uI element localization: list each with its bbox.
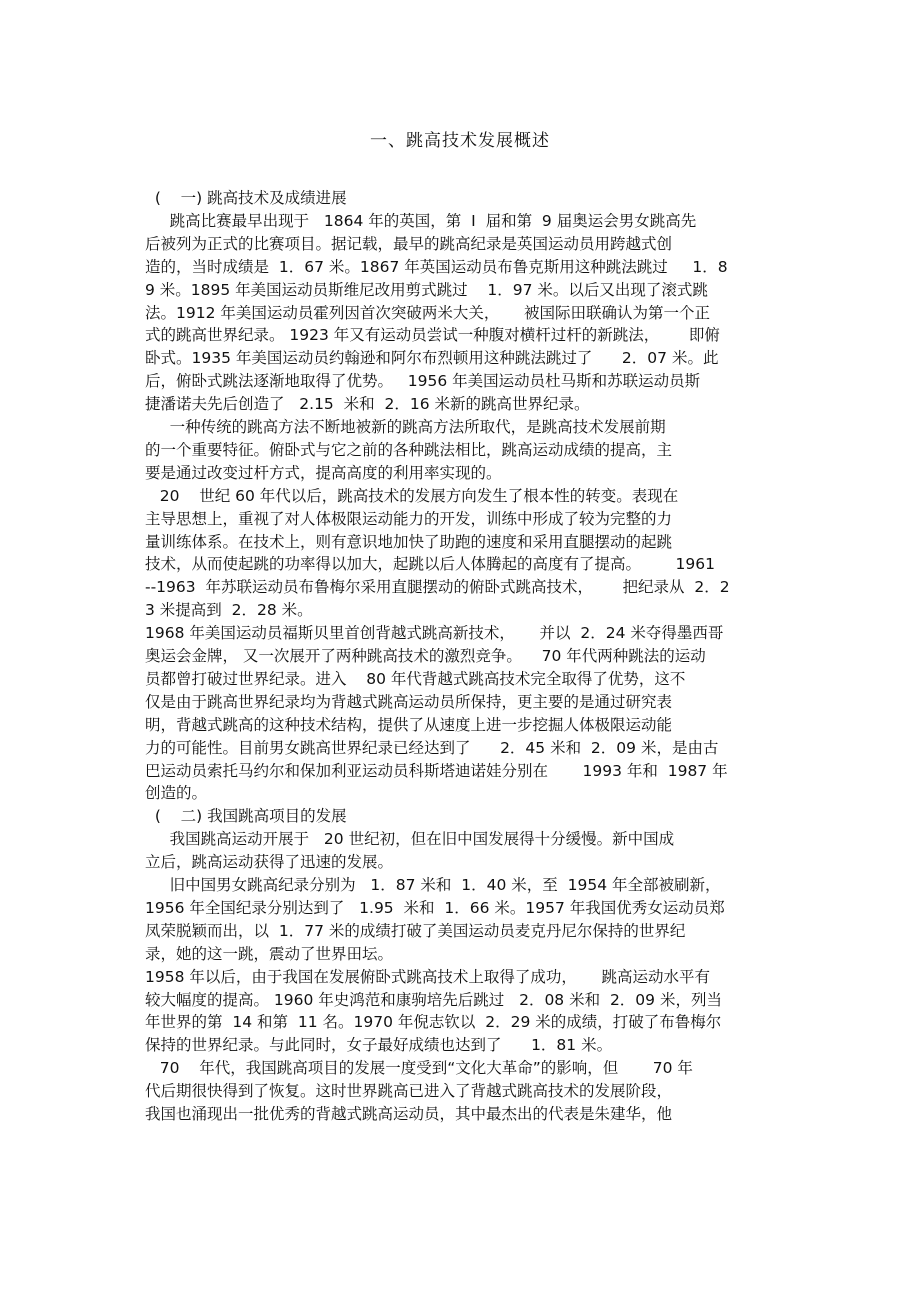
text-line: 1968 年美国运动员福斯贝里首创背越式跳高新技术， 并以 2．24 米夺得墨西哥 <box>145 624 724 643</box>
text-line: 卧式。1935 年美国运动员约翰逊和阿尔布烈顿用这种跳法跳过了 2．07 米。此 <box>145 349 719 368</box>
text-line: 年世界的第 14 和第 11 名。1970 年倪志钦以 2．29 米的成绩，打破了布鲁梅尔 <box>145 1013 722 1032</box>
text-line: 创造的。 <box>145 784 208 803</box>
text-line: 式的跳高世界纪录。 1923 年又有运动员尝试一种腹对横杆过杆的新跳法， 即俯 <box>145 326 720 345</box>
text-line: --1963 年苏联运动员布鲁梅尔采用直腿摆动的俯卧式跳高技术， 把纪录从 2．2 <box>145 578 730 597</box>
text-line: 员都曾打破过世界纪录。进入 80 年代背越式跳高技术完全取得了优势，这不 <box>145 669 686 688</box>
text-line: 较大幅度的提高。 1960 年史鸿范和康驹培先后跳过 2．08 米和 2．09 米，列当 <box>145 990 722 1009</box>
text-line: 我国也涌现出一批优秀的背越式跳高运动员，其中最杰出的代表是朱建华，他 <box>145 1105 673 1123</box>
text-line: 保持的世界纪录。与此同时，女子最好成绩也达到了 1．81 米。 <box>145 1036 613 1055</box>
text-line: ( 二) 我国跳高项目的发展 <box>145 807 347 826</box>
text-line: 20 世纪 60 年代以后，跳高技术的发展方向发生了根本性的转变。表现在 <box>145 486 679 505</box>
text-line: 法。1912 年美国运动员霍列因首次突破两米大关， 被国际田联确认为第一个正 <box>145 303 711 322</box>
text-line: 1958 年以后，由于我国在发展俯卧式跳高技术上取得了成功， 跳高运动水平有 <box>145 967 711 986</box>
text-line: 后被列为正式的比赛项目。据记载，最早的跳高纪录是英国运动员用跨越式创 <box>145 234 673 253</box>
text-line: 仅是由于跳高世界纪录均为背越式跳高运动员所保持，更主要的是通过研究表 <box>145 692 673 711</box>
document-title: 一、跳高技术发展概述 <box>370 131 550 151</box>
text-line: 力的可能性。目前男女跳高世界纪录已经达到了 2．45 米和 2．09 米，是由古 <box>145 738 719 757</box>
text-line: 1956 年全国纪录分别达到了 1.95 米和 1．66 米。1957 年我国优秀女运动员郑 <box>145 898 725 917</box>
text-line: 造的，当时成绩是 1．67 米。1867 年英国运动员布鲁克斯用这种跳法跳过 1．8 <box>145 257 728 276</box>
text-line: ( 一) 跳高技术及成绩进展 <box>145 189 347 207</box>
text-line: 后，俯卧式跳法逐渐地取得了优势。 1956 年美国运动员杜马斯和苏联运动员斯 <box>145 372 701 391</box>
text-line: 我国跳高运动开展于 20 世纪初，但在旧中国发展得十分缓慢。新中国成 <box>145 830 675 849</box>
text-line: 奥运会金牌， 又一次展开了两种跳高技术的激烈竞争。 70 年代两种跳法的运动 <box>145 647 706 665</box>
text-line: 旧中国男女跳高纪录分别为 1．87 米和 1．40 米，至 1954 年全部被刷新， <box>145 876 721 894</box>
text-line: 跳高比赛最早出现于 1864 年的英国，第 I 届和第 9 届奥运会男女跳高先 <box>145 211 697 230</box>
text-line: 捷潘诺夫先后创造了 2.15 米和 2．16 米新的跳高世界纪录。 <box>145 395 590 414</box>
text-line: 3 米提高到 2．28 米。 <box>145 601 313 620</box>
text-line: 巴运动员索托马约尔和保加利亚运动员科斯塔迪诺娃分别在 1993 年和 1987 年 <box>145 761 728 780</box>
text-line: 要是通过改变过杆方式，提高高度的利用率实现的。 <box>145 463 502 482</box>
text-line: 凤荣脱颖而出，以 1．77 米的成绩打破了美国运动员麦克丹尼尔保持的世界纪 <box>145 921 686 940</box>
text-line: 代后期很快得到了恢复。这时世界跳高已进入了背越式跳高技术的发展阶段， <box>145 1082 673 1101</box>
text-line: 一种传统的跳高方法不断地被新的跳高方法所取代，是跳高技术发展前期 <box>145 418 666 436</box>
text-line: 的一个重要特征。俯卧式与它之前的各种跳法相比，跳高运动成绩的提高，主 <box>145 440 673 459</box>
text-line: 技术，从而使起跳的功率得以加大，起跳以后人体腾起的高度有了提高。 1961 <box>145 555 715 574</box>
text-line: 70 年代，我国跳高项目的发展一度受到“文化大革命”的影响，但 70 年 <box>145 1059 693 1078</box>
text-line: 明，背越式跳高的这种技术结构，提供了从速度上进一步挖掘人体极限运动能 <box>145 715 673 734</box>
text-line: 9 米。1895 年美国运动员斯维尼改用剪式跳过 1．97 米。以后又出现了滚式跳 <box>145 280 708 299</box>
text-line: 量训练体系。在技术上，则有意识地加快了助跑的速度和采用直腿摆动的起跳 <box>145 532 673 551</box>
text-line: 立后，跳高运动获得了迅速的发展。 <box>145 853 394 872</box>
text-line: 主导思想上，重视了对人体极限运动能力的开发，训练中形成了较为完整的力 <box>145 509 673 528</box>
text-line: 录，她的这一跳，震动了世界田坛。 <box>145 944 394 963</box>
